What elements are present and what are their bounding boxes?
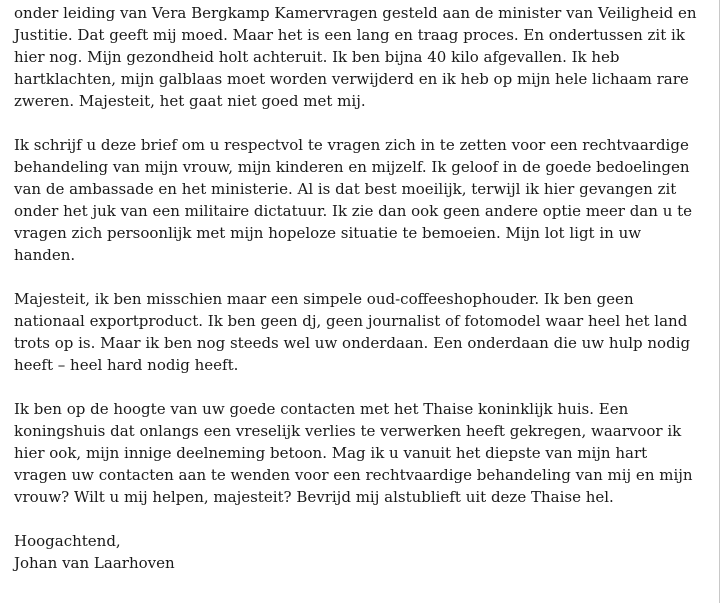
signature-name: Johan van Laarhoven [14, 554, 175, 572]
text-line: van de ambassade en het ministerie. Al is dat best moeilijk, terwijl ik hier gevangen zit [14, 180, 677, 198]
text-line: onder het juk van een militaire dictatuur. Ik zie dan ook geen andere optie meer dan u te [14, 202, 693, 220]
text-line: hier nog. Mijn gezondheid holt achteruit. Ik ben bijna 40 kilo afgevallen. Ik heb [14, 48, 620, 66]
text-line: nationaal exportproduct. Ik ben geen dj, geen journalist of fotomodel waar heel het land [14, 312, 688, 330]
paragraph-health [14, 2, 714, 112]
text-line: onder leiding van Vera Bergkamp Kamervragen gesteld aan de minister van Veiligheid en [14, 4, 697, 22]
text-line: hartklachten, mijn galblaas moet worden verwijderd en ik heb op mijn hele lichaam rare [14, 70, 689, 88]
text-line: hier ook, mijn innige deelneming betoon. Mag ik u vanuit het diepste van mijn hart [14, 444, 648, 462]
text-line: Ik ben op de hoogte van uw goede contacten met het Thaise koninklijk huis. Een [14, 400, 629, 418]
paragraph-appeal [14, 398, 714, 508]
text-line: koningshuis dat onlangs een vreselijk verlies te verwerken heeft gekregen, waarvoor ik [14, 422, 682, 440]
text-line: Ik schrijf u deze brief om u respectvol te vragen zich in te zetten voor een rechtvaardige [14, 136, 689, 154]
paragraph-subject [14, 288, 714, 376]
text-line: zweren. Majesteit, het gaat niet goed met mij. [14, 92, 366, 110]
text-line: handen. [14, 246, 76, 264]
text-line: vragen zich persoonlijk met mijn hopeloze situatie te bemoeien. Mijn lot ligt in uw [14, 224, 642, 242]
text-line: heeft – heel hard nodig heeft. [14, 356, 239, 374]
closing-salutation: Hoogachtend, [14, 532, 121, 550]
text-line: Majesteit, ik ben misschien maar een simpele oud-coffeeshophouder. Ik ben geen [14, 290, 634, 308]
text-line: behandeling van mijn vrouw, mijn kinderen en mijzelf. Ik geloof in de goede bedoelingen [14, 158, 690, 176]
text-line: Justitie. Dat geeft mij moed. Maar het is een lang en traag proces. En ondertussen zit ik [14, 26, 685, 44]
letter-closing [14, 530, 714, 574]
text-line: vragen uw contacten aan te wenden voor een rechtvaardige behandeling van mij en mijn [14, 466, 693, 484]
letter-body [14, 2, 714, 574]
text-line: trots op is. Maar ik ben nog steeds wel uw onderdaan. Een onderdaan die uw hulp nodig [14, 334, 691, 352]
paragraph-request [14, 134, 714, 266]
text-line: vrouw? Wilt u mij helpen, majesteit? Bevrijd mij alstublieft uit deze Thaise hel. [14, 488, 614, 506]
